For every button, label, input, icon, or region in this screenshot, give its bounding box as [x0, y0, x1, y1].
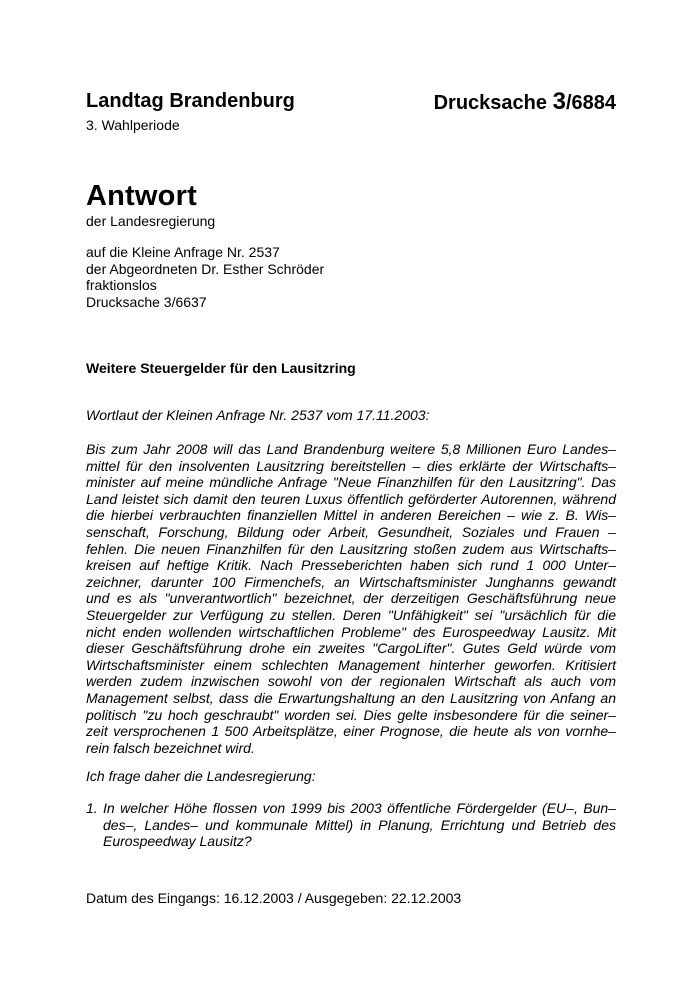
- body-line: werden zudem inzwischen sowohl von der regionalen Wirtschaft als auch vom: [86, 673, 616, 690]
- body-line: die hierbei verbrauchten finanziellen Mittel in anderen Bereichen – wie z. B. Wis–: [86, 507, 616, 524]
- wording-heading: Wortlaut der Kleinen Anfrage Nr. 2537 vom 17.11.2003:: [86, 407, 430, 423]
- body-line: mittel für den insolventen Lausitzring bereitstellen – dies erklärte der Wirtschafts–: [86, 457, 616, 474]
- document-header: [86, 88, 616, 120]
- body-line: zeichner, darunter 100 Firmenchefs, an Wirtschaftsminister Junghanns gewandt: [86, 573, 616, 590]
- body-line: rein falsch bezeichnet wird.: [86, 739, 255, 756]
- reference-block: [86, 244, 324, 310]
- body-line: Wirtschaftsminister einem schlechten Management hinterher geworfen. Kritisiert: [86, 656, 616, 673]
- question-number: 1.: [86, 800, 98, 816]
- question-line: Eurospeedway Lausitz?: [103, 833, 252, 850]
- body-line: zeit versprochenen 1 500 Arbeitsplätze, einer Prognose, die heute als von vornhe–: [86, 723, 616, 740]
- question-intro: Ich frage daher die Landesregierung:: [86, 768, 316, 784]
- body-line: Steuergelder zur Verfügung zu stellen. Deren "Unfähigkeit" sei "ursächlich für die: [86, 606, 616, 623]
- drucksache-prefix: Drucksache: [433, 92, 553, 114]
- drucksache-number-main: 3: [552, 88, 566, 115]
- body-line: dieser Geschäftsführung drohe ein zweites "CargoLifter". Gutes Geld würde vom: [86, 640, 616, 657]
- question-line: In welcher Höhe flossen von 1999 bis 2003 öffentliche Fördergelder (EU–, Bun–: [103, 800, 616, 816]
- legislative-period: 3. Wahlperiode: [86, 117, 180, 133]
- body-line: senschaft, Forschung, Bildung oder Arbeit, Gesundheit, Soziales und Frauen –: [86, 523, 616, 540]
- body-line: kreisen auf heftige Kritik. Nach Presseberichten haben sich rund 1 000 Unter–: [86, 557, 616, 574]
- document-type-subtitle: der Landesregierung: [86, 213, 216, 229]
- body-line: fehlen. Die neuen Finanzhilfen für den Lausitzring stoßen zudem aus Wirtschafts–: [86, 540, 616, 557]
- body-line: politisch "zu hoch geschraubt" worden sei. Dies gelte insbesondere für die seiner–: [86, 706, 616, 723]
- body-line: Bis zum Jahr 2008 will das Land Brandenburg weitere 5,8 Millionen Euro Landes–: [86, 441, 616, 457]
- reference-line: auf die Kleine Anfrage Nr. 2537: [86, 244, 280, 260]
- drucksache-number: [434, 88, 616, 116]
- body-line: Management selbst, dass die Erwartungshaltung an den Lausitzring von Anfang an: [86, 689, 616, 706]
- body-line: minister auf meine mündliche Anfrage "Neue Finanzhilfen für den Lausitzring". Das: [86, 474, 616, 491]
- question-line: des–, Landes– und kommunale Mittel) in Planung, Errichtung und Betrieb des: [103, 816, 616, 833]
- reference-line: fraktionslos: [86, 277, 157, 293]
- reference-line: Drucksache 3/6637: [86, 293, 207, 310]
- receipt-dates: Datum des Eingangs: 16.12.2003 / Ausgegeben: 22.12.2003: [86, 890, 462, 906]
- subject-heading: Weitere Steuergelder für den Lausitzring: [86, 360, 356, 376]
- parliament-name: Landtag Brandenburg: [86, 90, 295, 112]
- body-line: Land leistet sich damit den teuren Luxus öffentlich geförderter Autorennen, während: [86, 490, 616, 507]
- reference-line: der Abgeordneten Dr. Esther Schröder: [86, 260, 325, 277]
- question-text: [103, 800, 616, 850]
- drucksache-number-rest: /6884: [565, 92, 616, 114]
- document-type-title: Antwort: [86, 180, 197, 212]
- body-line: und es als "unverantwortlich" bezeichnet, der derzeitigen Geschäftsführung neue: [86, 590, 616, 607]
- body-line: nicht enden wollenden wirtschaftlichen Probleme" des Eurospeedway Lausitz. Mit: [86, 623, 616, 640]
- inquiry-body: [86, 441, 616, 756]
